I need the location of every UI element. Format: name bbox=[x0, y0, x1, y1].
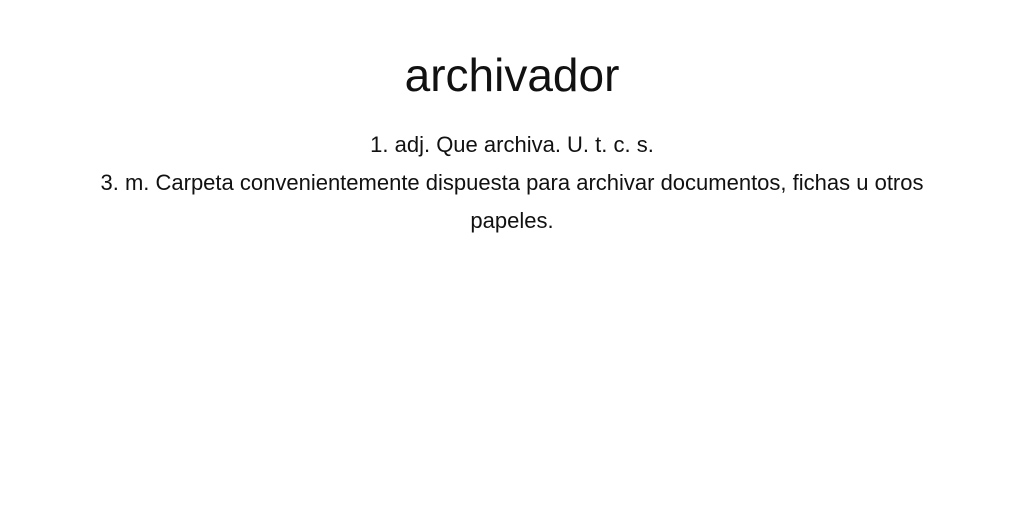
headword: archivador bbox=[404, 49, 620, 101]
definition-1: 1. adj. Que archiva. U. t. c. s. bbox=[370, 132, 654, 157]
definition-list bbox=[62, 126, 962, 240]
definition-3: 3. m. Carpeta convenientemente dispuesta para archivar documentos, fichas u otros papeles. bbox=[100, 170, 924, 233]
